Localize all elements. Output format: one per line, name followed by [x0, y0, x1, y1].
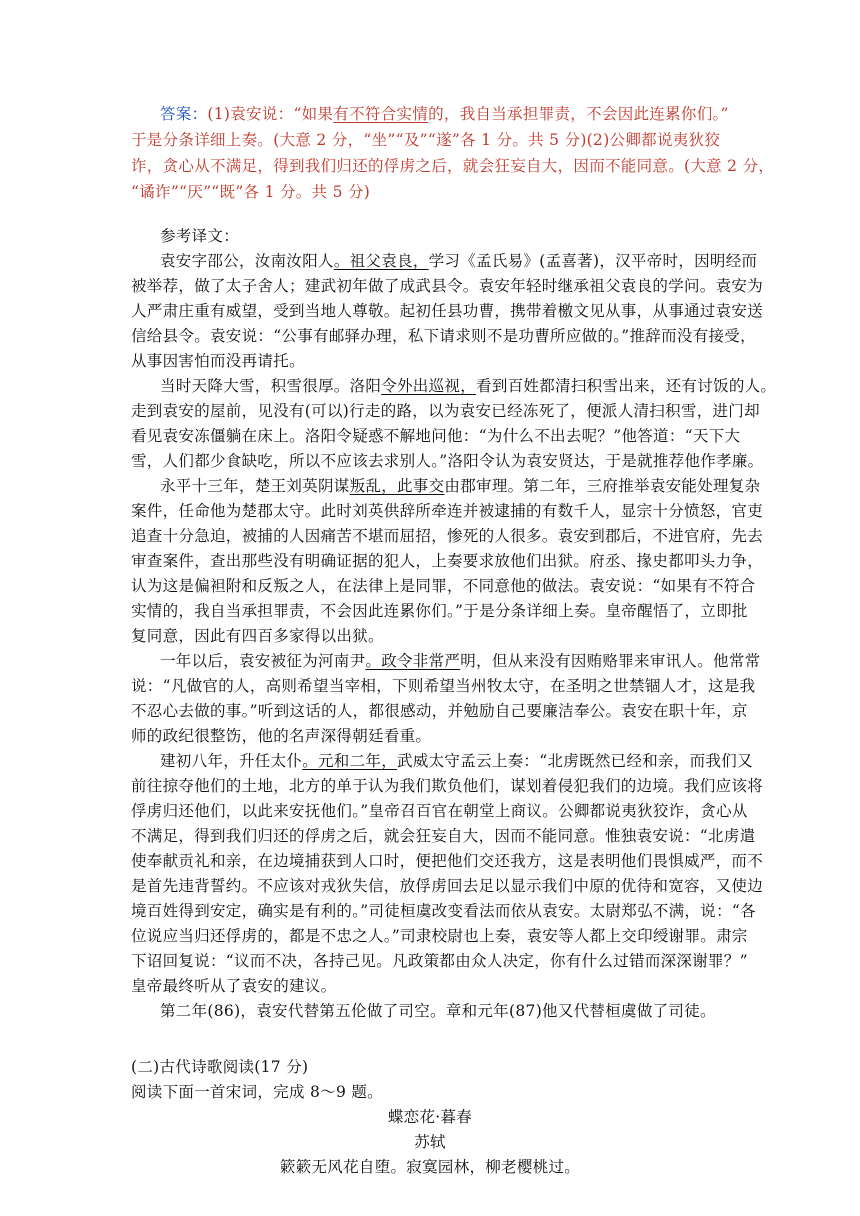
- paragraph-line: 下诏回复说：“议而不决，各持己见。凡政策都由众人决定，你有什么过错而深深谢罪？”: [131, 952, 748, 970]
- paragraph-line: 袁安字邵公，汝南汝阳人。祖父袁良，学习《孟氏易》(孟喜著)，汉平帝时，因明经而: [160, 252, 758, 270]
- answer-line-1: 答案：(1)袁安说：“如果有不符合实情的，我自当承担罪责，不会因此连累你们。”: [160, 105, 729, 123]
- paragraph-line: 雪，人们都少食缺吃，所以不应该去求别人。”洛阳令认为袁安贤达，于是就推荐他作孝廉。: [131, 452, 764, 470]
- paragraph-line: 当时天降大雪，积雪很厚。洛阳令外出巡视，看到百姓都清扫积雪出来，还有讨饭的人。: [160, 377, 777, 395]
- paragraph-line: 一年以后，袁安被征为河南尹。政令非常严明，但从来没有因贿赂罪来审讯人。他常常: [160, 652, 761, 670]
- paragraph-line: 走到袁安的屋前，见没有(可以)行走的路，以为袁安已经冻死了，便派人清扫积雪，进门却: [131, 402, 760, 420]
- paragraph-line: 前往掠夺他们的土地，北方的单于认为我们欺负他们，谋划着侵犯我们的边境。我们应该将: [131, 777, 764, 795]
- translation-heading: 参考译文：: [160, 227, 240, 245]
- section-heading: (二)古代诗歌阅读(17 分): [131, 1058, 309, 1076]
- instruction-text: 阅读下面一首宋词，完成 8～9 题。: [131, 1083, 383, 1101]
- paragraph-line: 人严肃庄重有威望，受到当地人尊敬。起初任县功曹，携带着檄文见从事，从事通过袁安送: [131, 302, 764, 320]
- paragraph-line: 是首先违背誓约。不应该对戎狄失信，放俘虏回去足以显示我们中原的优待和宽容，又使边: [131, 877, 764, 895]
- paragraph-line: 永平十三年，楚王刘英阴谋叛乱，此事交由郡审理。第二年，三府推举袁安能处理复杂: [160, 477, 761, 495]
- paragraph-line: 认为这是偏袒附和反叛之人，在法律上是同罪，不同意他的做法。袁安说：“如果有不符合: [131, 577, 756, 595]
- paragraph-line: 皇帝最终听从了袁安的建议。: [131, 977, 337, 995]
- poem-line: 簌簌无风花自堕。寂寞园林，柳老樱桃过。: [279, 1158, 581, 1176]
- paragraph-line: 位说应当归还俘虏的，都是不忠之人。”司隶校尉也上奏，袁安等人都上交印绶谢罪。肃宗: [131, 927, 748, 945]
- paragraph-line: 俘虏归还他们，以此来安抚他们。”皇帝召百官在朝堂上商议。公卿都说夷狄狡诈，贪心从: [131, 802, 748, 820]
- paragraph-line: 第二年(86)，袁安代替第五伦做了司空。章和元年(87)他又代替桓虞做了司徒。: [160, 1002, 716, 1020]
- paragraph-line: 被举荐，做了太子舍人；建武初年做了成武县令。袁安年轻时继承祖父袁良的学问。袁安为: [131, 277, 764, 295]
- paragraph-line: 不忍心去做的事。”听到这话的人，都很感动，并勉励自己要廉洁奉公。袁安在职十年，京: [131, 702, 748, 720]
- poem-title: 蝶恋花·暮春: [387, 1108, 473, 1126]
- paragraph-line: 追查十分急迫，被捕的人因痛苦不堪而屈招，惨死的人很多。袁安到郡后，不进官府，先去: [131, 527, 764, 545]
- paragraph-line: 案件，任命他为楚郡太守。此时刘英供辞所牵连并被逮捕的有数千人，显宗十分愤怒，官吏: [131, 502, 764, 520]
- paragraph-line: 境百姓得到安定，确实是有利的。”司徒桓虞改变看法而依从袁安。太尉郑弘不满，说：“各: [131, 902, 756, 920]
- paragraph-line: 师的政纪很整饬，他的名声深得朝廷看重。: [131, 727, 432, 745]
- paragraph-line: 复同意，因此有四百多家得以出狱。: [131, 627, 384, 645]
- paragraph-line: 实情的，我自当承担罪责，不会因此连累你们。”于是分条详细上奏。皇帝醒悟了，立即批: [131, 602, 748, 620]
- poem-author: 苏轼: [414, 1133, 446, 1151]
- paragraph-line: 看见袁安冻僵躺在床上。洛阳令疑惑不解地问他：“为什么不出去呢？”他答道：“天下大: [131, 427, 741, 445]
- answer-line-2: 于是分条详细上奏。(大意 2 分，“坐”“及”“遂”各 1 分。共 5 分)(2)公卿都说夷狄狡: [131, 131, 721, 149]
- answer-line-4: “谲诈”“厌”“既”各 1 分。共 5 分): [131, 183, 371, 201]
- paragraph-line: 不满足，得到我们归还的俘虏之后，就会狂妄自大，因而不能同意。惟独袁安说：“北虏遣: [131, 827, 756, 845]
- paragraph-line: 审查案件，查出那些没有明确证据的犯人，上奏要求放他们出狱。府丞、掾史都叩头力争，: [131, 552, 764, 570]
- paragraph-line: 从事因害怕而没再请托。: [131, 352, 305, 370]
- answer-line-3: 诈，贪心从不满足，得到我们归还的俘虏之后，就会狂妄自大，因而不能同意。(大意 2 分，: [131, 157, 775, 175]
- answer-label: 答案：: [160, 105, 208, 123]
- paragraph-line: 信给县令。袁安说：“公事有邮驿办理，私下请求则不是功曹所应做的。”推辞而没有接受，: [131, 327, 756, 345]
- paragraph-line: 说：“凡做官的人，高则希望当宰相，下则希望当州牧太守，在圣明之世禁锢人才，这是我: [131, 677, 756, 695]
- paragraph-line: 建初八年，升任太仆。元和二年，武威太守孟云上奏：“北虏既然已经和亲，而我们又: [160, 752, 753, 770]
- paragraph-line: 使奉献贡礼和亲，在边境捕获到人口时，便把他们交还我方，这是表明他们畏惧威严，而不: [131, 852, 764, 870]
